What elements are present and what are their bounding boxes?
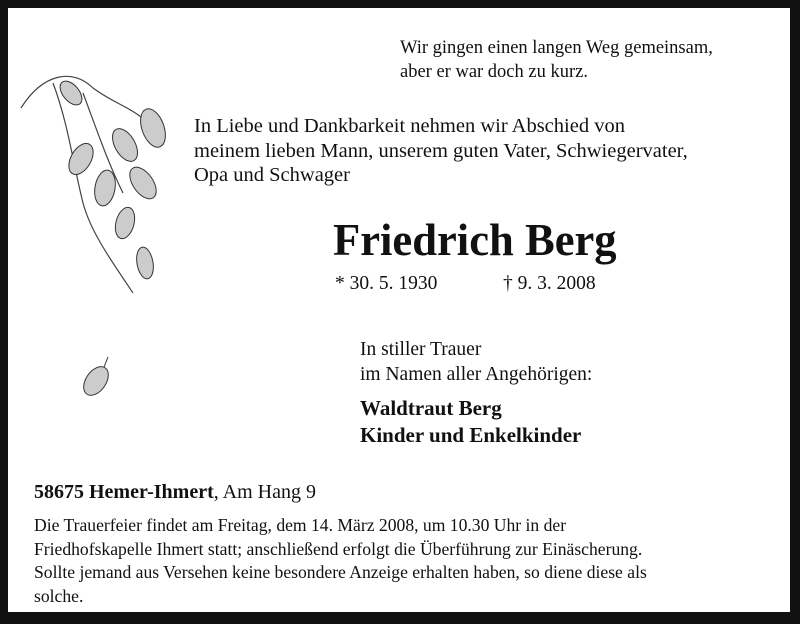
mourning-text — [360, 337, 592, 387]
info-line: solche. — [34, 585, 84, 606]
birch-branch-icon — [13, 63, 183, 363]
motto-line: aber er war doch zu kurz. — [400, 62, 588, 82]
family-line: Kinder und Enkelkinder — [360, 423, 582, 447]
address — [34, 482, 316, 502]
deceased-name: Friedrich Berg — [332, 215, 617, 265]
death-date: † 9. 3. 2008 — [503, 273, 596, 294]
address-street: , Am Hang 9 — [213, 481, 316, 503]
info-line: Friedhofskapelle Ihmert statt; anschließend erfolgt die Überführung zur Einäscherung. — [34, 538, 643, 559]
birth-date: * 30. 5. 1930 — [335, 273, 438, 294]
obituary-notice — [8, 8, 790, 612]
intro-line: meinem lieben Mann, unserem guten Vater, Schwiegervater, — [194, 139, 688, 162]
intro-line: Opa und Schwager — [194, 164, 350, 186]
address-place: 58675 Hemer-Ihmert — [34, 481, 214, 503]
family-line: Waldtraut Berg — [360, 396, 502, 420]
mourning-line: im Namen aller Angehörigen: — [360, 364, 593, 385]
mourning-line: In stiller Trauer — [360, 339, 482, 360]
funeral-info — [34, 514, 647, 608]
family-names — [360, 395, 581, 449]
intro-line: In Liebe und Dankbarkeit nehmen wir Abschied von — [194, 115, 625, 137]
falling-leaf-icon — [78, 353, 118, 403]
info-line: Sollte jemand aus Versehen keine besondere Anzeige erhalten haben, so diene diese als — [34, 562, 647, 582]
motto-line: Wir gingen einen langen Weg gemeinsam, — [400, 38, 713, 58]
intro-text — [194, 114, 688, 188]
motto — [400, 36, 713, 84]
info-line: Die Trauerfeier findet am Freitag, dem 14. März 2008, um 10.30 Uhr in der — [34, 515, 567, 535]
